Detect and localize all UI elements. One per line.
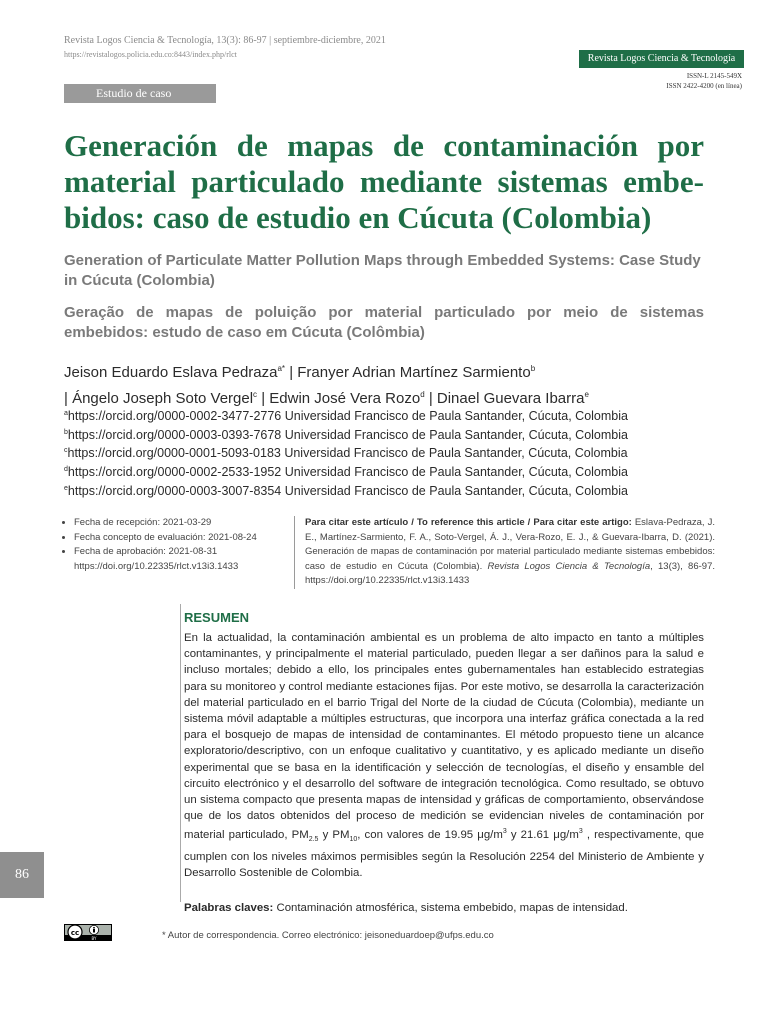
abstract-heading: RESUMEN [184, 610, 250, 625]
abstract-divider [180, 604, 181, 902]
affiliation-item[interactable] [64, 425, 704, 444]
journal-label-badge: Revista Logos Ciencia & Tecnología [579, 50, 744, 68]
affiliation-mark: a [64, 410, 68, 417]
doi-link[interactable]: https://doi.org/10.22335/rlct.v13i3.1433 [74, 560, 239, 572]
svg-text:BY: BY [91, 936, 97, 941]
issn-block [666, 71, 742, 91]
abstract-text: y 21.61 μg/m [506, 829, 579, 842]
journal-url[interactable]: https://revistalogos.policia.edu.co:8443/index.php/rlct [64, 50, 237, 59]
abstract-text: , respectivamente, que cumplen con los niveles máximos permisibles según la Resolución 2254 del Ministerio de Ambiente y Desarrollo Sostenible de Colombia. [184, 829, 704, 879]
cc-by-logo-icon [64, 924, 112, 941]
journal-citation: Revista Logos Ciencia & Tecnología, 13(3): 86-97 | septiembre-diciembre, 2021 [64, 35, 386, 46]
author-name: Edwin José Vera Rozo [269, 390, 421, 407]
subscript: 2.5 [308, 836, 319, 844]
author-list: Jeison Eduardo Eslava Pedraza$^{a*}$ | Franyer Adrian Martínez Sarmiento$^b$ | Ángelo Joseph Soto Vergel$^c$ | Edwin José Vera Rozo$^d$ | Dinael Guevara Ibarra$^e$ [64, 364, 589, 407]
affiliation-item[interactable] [64, 462, 704, 481]
keywords-label: Palabras claves: [184, 902, 274, 914]
affiliation-item[interactable] [64, 481, 704, 500]
affiliation-mark: c [64, 447, 68, 455]
affiliation-text: https://orcid.org/0000-0003-0393-7678 Universidad Francisco de Paula Santander, Cúcuta, Colombia [67, 427, 628, 442]
affiliation-mark: e [64, 484, 68, 492]
affiliation-text: https://orcid.org/0000-0003-3007-8354 Universidad Francisco de Paula Santander, Cúcuta, Colombia [67, 483, 628, 498]
subscript: 10 [349, 836, 358, 844]
article-title-portuguese: Geração de mapas de poluição por material particulado por meio de sistemas embebidos: estudo de caso em Cúcuta (Colômbia) [64, 304, 704, 341]
affiliation-text: https://orcid.org/0000-0002-3477-2776 Universidad Francisco de Paula Santander, Cúcuta, Colombia [67, 409, 628, 424]
article-title-english: Generation of Particulate Matter Pollution Maps through Embedded Systems: Case Study in Cúcuta (Colombia) [64, 252, 701, 289]
article-title: Generación de mapas de contaminación por material particulado mediante sistemas embe-bidos: caso de estudio en Cúcuta (Colombia) [64, 128, 704, 235]
svg-text:cc: cc [70, 929, 80, 937]
journal-header [64, 34, 386, 62]
abstract-text: y PM [318, 829, 350, 842]
author-name: Ángelo Joseph Soto Vergel [72, 390, 254, 407]
keywords-text: Contaminación atmosférica, sistema embebido, mapas de intensidad. [273, 902, 628, 914]
affiliation-list [64, 406, 704, 499]
creative-commons-icon[interactable] [64, 924, 112, 941]
citation-journal: Revista Logos Ciencia & Tecnología [487, 560, 651, 572]
author-mark: c [253, 390, 258, 399]
author-mark: b [530, 364, 536, 373]
author-name: Franyer Adrian Martínez Sarmiento [297, 364, 531, 381]
affiliation-mark: b [64, 428, 68, 436]
abstract-text: , con valores de 19.95 μg/m [357, 829, 503, 842]
author-name: Dinael Guevara Ibarra [436, 390, 585, 407]
citation-label: Para citar este artículo / To reference this article / Para citar este artigo: [305, 517, 632, 528]
affiliation-mark: d [64, 465, 68, 473]
page-number: 86 [0, 852, 44, 898]
author-mark: a* [277, 364, 286, 373]
citation-text: Eslava-Pedraza, J. E., Martínez-Sarmiento, F. A., Soto-Vergel, Á. J., Vera-Rozo, E. J., & Guevara-Ibarra, D. (2021). Generación de mapas de contaminación por material particulado mediante sistemas embebidos: caso de estudio en Cúcuta (Colombia). [305, 517, 715, 572]
abstract-body [184, 630, 704, 881]
abstract-text: En la actualidad, la contaminación ambiental es un problema de alto impacto en tanto a múltiples contaminantes, y principalmente el material particulado, pueden llegar a ser dañinos para la salud e incluso mortales; debido a ello, los principales entes gubernamentales han establecido estrategias para su monitoreo y control mediante estaciones fijas. Por este motivo, se desarrolla la caracterización del material particulado en el barrio Trigal del Norte de la ciudad de Cúcuta (Colombia), mediante un sistema móvil adaptable a múltiples estructuras, que incorpora una interfaz gráfica conectada a la red para el bosquejo de mapas de intensidad de contaminantes. El método propuesto tiene un alcance exploratorio/descriptivo, con un enfoque cualitativo y cuantitativo, y es aplicado mediante un diseño experimental que se basa en la identificación y selección de tecnologías, el diseño y ensamble del circuito electrónico y el desarrollo del software de integración tecnológica. Como resultado, se obtuvo un sistema compacto que presenta mapas de intensidad y gráficas de comportamiento, observándose que de los datos obtenidos del proceso de medición se evidencian niveles de contaminación por material particulado, PM [184, 632, 704, 842]
superscript: 3 [502, 828, 507, 836]
date-approved: • Fecha de aprobación: 2021-08-31 [74, 545, 292, 560]
author-name: Jeison Eduardo Eslava Pedraza [64, 364, 278, 381]
issn-online: ISSN 2422-4200 (en línea) [666, 82, 742, 90]
section-label: Estudio de caso [64, 84, 216, 103]
affiliation-text: https://orcid.org/0000-0002-2533-1952 Universidad Francisco de Paula Santander, Cúcuta, Colombia [67, 465, 628, 480]
date-evaluated: • Fecha concepto de evaluación: 2021-08-24 [74, 531, 292, 546]
issn-print: ISSN-L 2145-549X [686, 72, 742, 80]
date-received: • Fecha de recepción: 2021-03-29 [74, 516, 292, 531]
correspondence-note: * Autor de correspondencia. Correo electrónico: jeisoneduardoep@ufps.edu.co [162, 930, 494, 941]
citation-text-end: , 13(3), 86-97. https://doi.org/10.22335/rlct.v13i3.1433 [305, 560, 715, 586]
superscript: 3 [578, 828, 583, 836]
affiliation-item[interactable] [64, 443, 704, 462]
keywords [184, 902, 704, 914]
affiliation-item[interactable] [64, 406, 704, 425]
author-mark: d [420, 390, 425, 399]
author-mark: e [584, 390, 589, 399]
citation-block [294, 516, 715, 589]
affiliation-text: https://orcid.org/0000-0001-5093-0183 Universidad Francisco de Paula Santander, Cúcuta, Colombia [67, 446, 628, 461]
article-dates [62, 516, 292, 574]
